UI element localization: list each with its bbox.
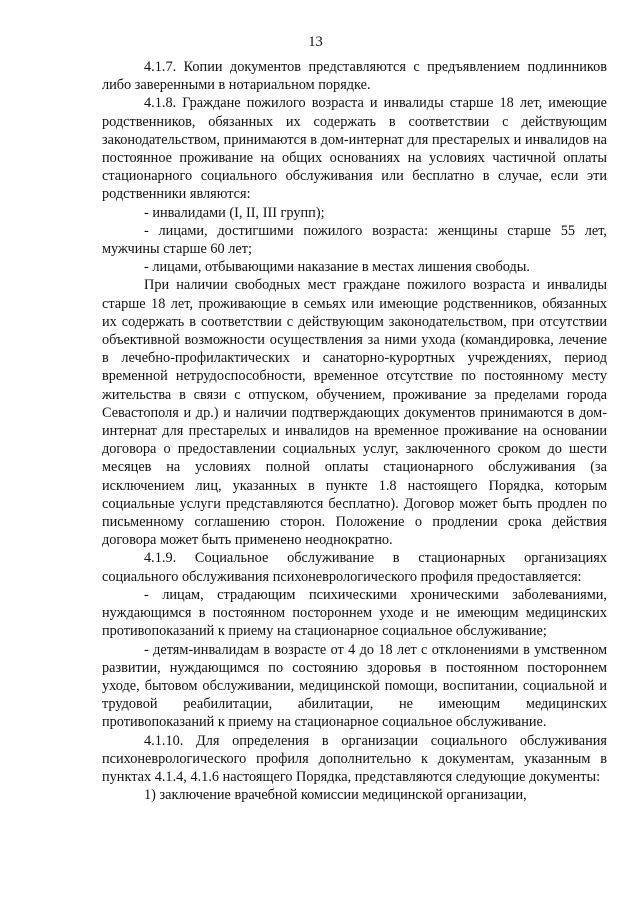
- list-item-disabled-groups: - инвалидами (I, II, III групп);: [144, 204, 325, 221]
- paragraph-4-1-9: 4.1.9. Социальное обслуживание в стационарных организациях социального обслуживания психоневрологического профиля предоставляется:: [102, 550, 607, 585]
- document-body: [102, 58, 607, 804]
- page-number: 13: [308, 34, 323, 50]
- paragraph-4-1-7: 4.1.7. Копии документов представляются с предъявлением подлинников либо заверенными в нотариальном порядке.: [102, 59, 607, 94]
- paragraph-4-1-10: 4.1.10. Для определения в организации социального обслуживания психоневрологического профиля дополнительно к документам, указанным в пунктах 4.1.4, 4.1.6 настоящего Порядка, представляются следующие документы:: [102, 732, 607, 785]
- paragraph-4-1-8: 4.1.8. Граждане пожилого возраста и инвалиды старше 18 лет, имеющие родственников, обязанных их содержать в соответствии с действующим законодательством, принимаются в дом-интернат для престарелых и инвалидов на постоянное проживание на общих основаниях на условиях частичной оплаты стационарного социального обслуживания или бесплатно в случае, если эти родственники являются:: [102, 95, 607, 203]
- list-item-elderly-age: - лицами, достигшими пожилого возраста: женщины старше 55 лет, мужчины старше 60 лет;: [102, 222, 607, 258]
- list-item-imprisoned: - лицами, отбывающими наказание в местах лишения свободы.: [144, 259, 530, 276]
- list-item-medical-commission: 1) заключение врачебной комиссии медицинской организации,: [144, 787, 527, 804]
- paragraph-temporary-residence: При наличии свободных мест граждане пожилого возраста и инвалиды старше 18 лет, проживающие в семьях или имеющие родственников, обязанных их содержать в соответствии с действующим законодательством, при отсутствии объективной возможности осуществления за ними ухода (командировка, лечение в лечебно-профилактических и санаторно-курортных учреждениях, период временной нетрудоспособности, временное отсутствие по постоянному месту жительства в связи с отпуском, обучением, проживание за пределами города Севастополя и др.) и наличии подтверждающих документов принимаются в дом-интернат для престарелых и инвалидов на временное проживание на основании договора о предоставлении социальных услуг, заключенного сроком до шести месяцев на условиях полной оплаты стационарного обслуживания (за исключением лиц, указанных в пункте 1.8 настоящего Порядка, которым социальные услуги представляются бесплатно). Договор может быть продлен по письменному соглашению сторон. Положение о продлении срока действия договора может быть применено неоднократно.: [102, 277, 607, 549]
- list-item-mental-illness: - лицам, страдающим психическими хроническими заболеваниями, нуждающимся в постоянном постороннем уходе и не имеющим медицинских противопоказаний к приему на стационарное социальное обслуживание;: [102, 586, 607, 640]
- list-item-disabled-children: - детям-инвалидам в возрасте от 4 до 18 лет с отклонениями в умственном развитии, нуждающимся по состоянию здоровья в постоянном постороннем уходе, бытовом обслуживании, медицинской помощи, воспитании, социальной и трудовой реабилитации, абилитации, не имеющим медицинских противопоказаний к приему на стационарное социальное обслуживание.: [102, 641, 607, 731]
